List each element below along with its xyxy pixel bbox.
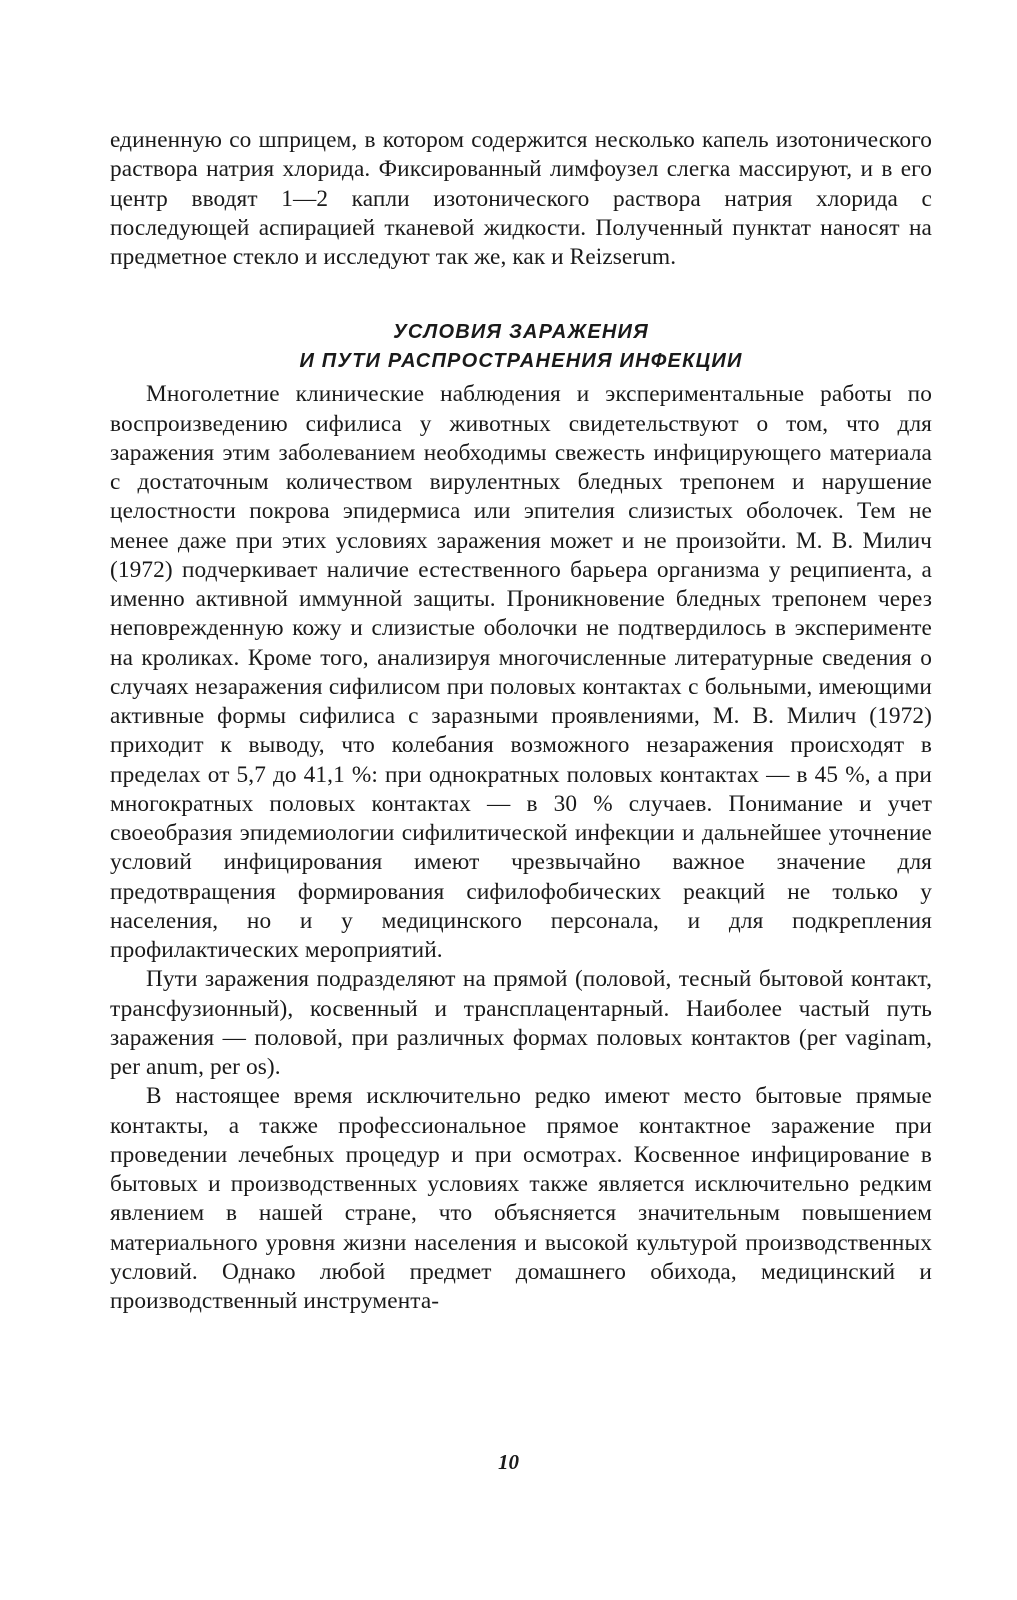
intro-paragraph: единенную со шприцем, в котором содержится несколько капель изотонического раствора натрия хлорида. Фиксированный лимфоузел слегка массируют, и в его центр вводят 1—2 капли изотонического раствора натрия хлорида с последующей аспирацией тканевой жидкости. Полученный пунктат наносят на предметное стекло и исследуют так же, как и Reizserum. xyxy=(110,127,932,270)
section-heading-line-2: И ПУТИ РАСПРОСТРАНЕНИЯ ИНФЕКЦИИ xyxy=(299,350,743,373)
paragraph-indirect-infection: В настоящее время исключительно редко имеют место бытовые прямые контакты, а также профессиональное прямое контактное заражение при проведении лечебных процедур и при осмотрах. Косвенное инфицирование в бытовых и производственных условиях также является исключительно редким явлением в нашей стране, что объясняется значительным повышением материального уровня жизни населения и высокой культурой производственных условий. Однако любой предмет домашнего обихода, медицинский и производственный инструмента- xyxy=(110,1083,932,1314)
paragraph-infection-routes: Пути заражения подразделяют на прямой (половой, тесный бытовой контакт, трансфузионный), косвенный и трансплацентарный. Наиболее частый путь заражения — половой, при различных формах половых контактов (per vaginam, per anum, per os). xyxy=(110,966,932,1080)
page-number: 10 xyxy=(498,1450,519,1474)
section-heading-line-1: УСЛОВИЯ ЗАРАЖЕНИЯ xyxy=(393,321,649,344)
paragraph-infection-conditions: Многолетние клинические наблюдения и экспериментальные работы по воспроизведению сифилиса у животных свидетельствуют о том, что для заражения этим заболеванием необходимы свежесть инфицирующего материала с достаточным количеством вирулентных бледных трепонем и нарушение целостности покрова эпидермиса или эпителия слизистых оболочек. Тем не менее даже при этих условиях заражения может и не произойти. М. В. Милич (1972) подчеркивает наличие естественного барьера организма у реципиента, а именно активной иммунной защиты. Проникновение бледных трепонем через неповрежденную кожу и слизистые оболочки не подтвердилось в эксперименте на кроликах. Кроме того, анализируя многочисленные литературные сведения о случаях незаражения сифилисом при половых контактах с больными, имеющими активные формы сифилиса с заразными проявлениями, М. В. Милич (1972) приходит к выводу, что колебания возможного незаражения происходят в пределах от 5,7 до 41,1 %: при однократных половых контактах — в 45 %, а при многократных половых контактах — в 30 % случаев. Понимание и учет своеобразия эпидемиологии сифилитической инфекции и дальнейшее уточнение условий инфицирования имеют чрезвычайно важное значение для предотвращения формирования сифилофобических реакций не только у населения, но и у медицинского персонала, и для подкрепления профилактических мероприятий. xyxy=(110,381,932,963)
page-body xyxy=(110,126,932,1316)
section-heading xyxy=(110,318,932,376)
